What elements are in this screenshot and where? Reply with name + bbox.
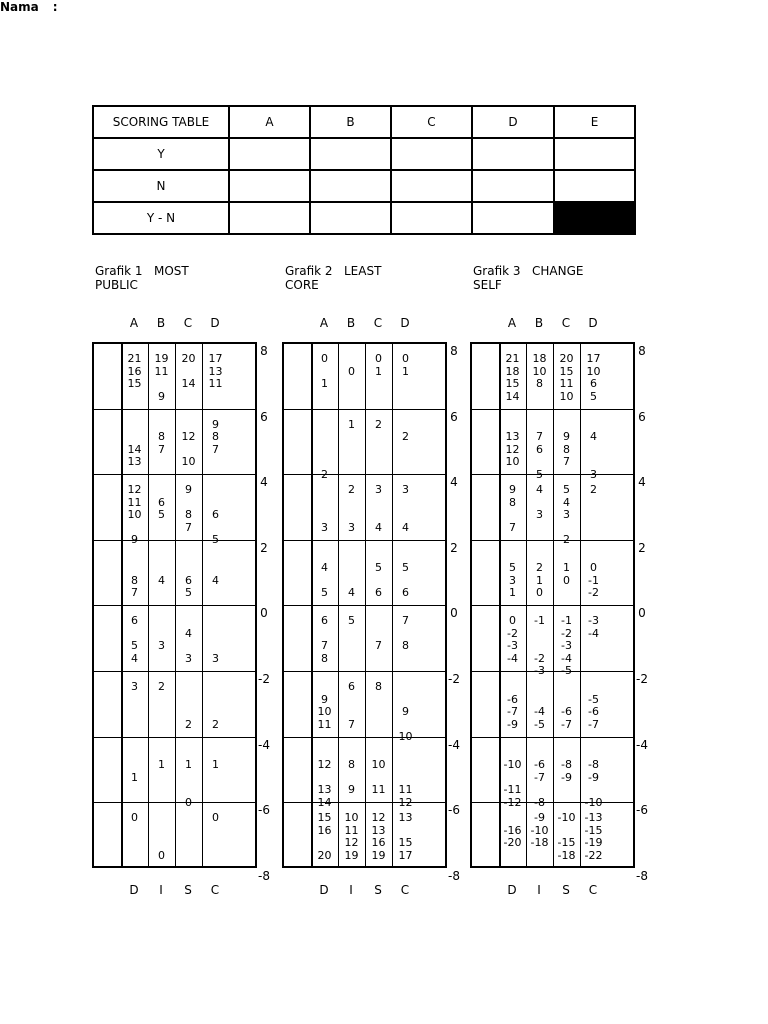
graph-scale-label: -6 bbox=[258, 803, 270, 818]
scoring-header-row bbox=[93, 106, 635, 138]
graph-cell-values: 0 bbox=[158, 848, 165, 862]
graph-scale-label: 6 bbox=[450, 409, 458, 424]
graph-scale-label: -8 bbox=[448, 868, 460, 883]
graph-cell-values: 1 bbox=[212, 758, 219, 772]
graph-cell-values: -13 -15 -19 -22 bbox=[584, 811, 603, 862]
graph-column-header: D bbox=[400, 316, 410, 330]
grid-row-divider bbox=[284, 802, 445, 803]
graph-cell-values: 3 bbox=[321, 520, 328, 534]
graph-cell-values: 12 13 14 bbox=[317, 758, 332, 809]
graph-column-footer: S bbox=[562, 883, 570, 897]
graph-cell-values: -16 -20 bbox=[503, 823, 522, 850]
graph-scale-label: 6 bbox=[638, 409, 646, 424]
graph-cell-values: 11 12 bbox=[398, 783, 413, 809]
grid-row-divider bbox=[472, 737, 633, 738]
graph-scale-label: 0 bbox=[638, 606, 646, 621]
scoring-input-cell[interactable] bbox=[472, 138, 554, 170]
grid-row-divider bbox=[472, 409, 633, 410]
grid-row-divider bbox=[284, 671, 445, 672]
scoring-blacked-cell bbox=[554, 202, 635, 234]
graph-cell-values: 4 bbox=[212, 573, 219, 587]
grid-row-divider bbox=[94, 409, 255, 410]
graph-cell-values: 8 7 bbox=[158, 430, 165, 456]
graph-title: Grafik 3 CHANGE SELF bbox=[473, 264, 584, 292]
graph-cell-values: 6 5 4 bbox=[131, 614, 138, 665]
scoring-input-cell[interactable] bbox=[229, 170, 310, 202]
scoring-header-cell: SCORING TABLE bbox=[93, 106, 229, 138]
graph-cell-values: 9 10 bbox=[398, 705, 413, 743]
grid-row-divider bbox=[94, 737, 255, 738]
scoring-header-cell: A bbox=[229, 106, 310, 138]
scoring-row-n bbox=[93, 170, 635, 202]
graph-column-header: D bbox=[210, 316, 220, 330]
graph-scale-label: -6 bbox=[636, 803, 648, 818]
graph-column-footer: C bbox=[588, 883, 598, 897]
graph-cell-values: 3 bbox=[131, 680, 138, 693]
graph-cell-values: 21 18 15 14 bbox=[505, 352, 520, 403]
graph-cell-values: 0 1 bbox=[321, 352, 328, 390]
graph-cell-values: 6 5 bbox=[185, 573, 192, 600]
graph-cell-values: -1 -2 -3 -4 -5 bbox=[561, 614, 572, 678]
graph-cell-values: 5 4 3 2 bbox=[563, 483, 570, 547]
graph-column-header: B bbox=[534, 316, 544, 330]
graph-cell-values: 8 7 bbox=[131, 573, 138, 600]
graph-column-footer: D bbox=[319, 883, 329, 897]
graph-cell-values: 5 bbox=[348, 614, 355, 628]
scoring-input-cell[interactable] bbox=[310, 170, 391, 202]
scoring-input-cell[interactable] bbox=[310, 138, 391, 170]
graph-cell-values: 7 bbox=[375, 639, 382, 653]
graph-cell-values: 2 bbox=[185, 717, 192, 731]
graph-column-footer: D bbox=[129, 883, 139, 897]
graph-scale-label: -4 bbox=[448, 737, 460, 752]
graph-column-footer: C bbox=[400, 883, 410, 897]
graph-cell-values: 0 bbox=[212, 811, 219, 825]
graph-cell-values: 2 bbox=[321, 467, 328, 481]
grid-row-divider bbox=[284, 474, 445, 475]
graph-cell-values: 12 13 16 19 bbox=[371, 811, 386, 862]
graph-grid bbox=[92, 342, 257, 868]
graph-scale-label: 4 bbox=[450, 475, 458, 490]
graph-column-header: B bbox=[346, 316, 356, 330]
graph-cell-values: 6 5 bbox=[212, 508, 219, 547]
scoring-row-label: Y bbox=[93, 138, 229, 170]
graph-cell-values: -8 -9 bbox=[561, 758, 572, 784]
graph-cell-values: -1 -2 -3 bbox=[534, 614, 545, 678]
grid-row-divider bbox=[94, 605, 255, 606]
graph-cell-values: 2 bbox=[212, 717, 219, 731]
graph-cell-values: 1 0 bbox=[185, 758, 192, 809]
graph-cell-values: 9 8 7 bbox=[509, 483, 516, 534]
graph-cell-values: 10 11 12 19 bbox=[344, 811, 359, 862]
graph-cell-values: 0 bbox=[131, 811, 138, 825]
graph-column-header: C bbox=[373, 316, 383, 330]
graph-cell-values: 9 10 11 bbox=[317, 692, 332, 731]
graph-cell-values: 3 4 bbox=[375, 483, 382, 534]
graph-cell-values: -5 -6 -7 bbox=[588, 692, 599, 731]
graph-scale-label: -8 bbox=[636, 868, 648, 883]
graph-cell-values: 6 7 bbox=[348, 680, 355, 731]
graph-cell-values: 12 11 10 9 bbox=[127, 483, 142, 547]
scoring-input-cell[interactable] bbox=[391, 202, 472, 234]
graph-cell-values: 4 bbox=[158, 573, 165, 587]
scoring-row-y bbox=[93, 138, 635, 170]
scoring-table bbox=[92, 105, 636, 235]
graph-cell-values: 4 3 bbox=[536, 483, 543, 522]
scoring-input-cell[interactable] bbox=[472, 170, 554, 202]
graph-scale-label: 8 bbox=[450, 344, 458, 358]
graph-column-header: A bbox=[319, 316, 329, 330]
graph-scale-label: 8 bbox=[260, 344, 268, 358]
scoring-row-label: N bbox=[93, 170, 229, 202]
graph-cell-values: 3 bbox=[158, 639, 165, 653]
scoring-header-cell: D bbox=[472, 106, 554, 138]
graph-scale-label: -2 bbox=[448, 672, 460, 686]
grid-row-divider bbox=[94, 671, 255, 672]
graph-cell-values: 20 14 bbox=[181, 352, 196, 390]
graph-scale-label: -6 bbox=[448, 803, 460, 818]
graph-cell-values: -4 -5 bbox=[534, 705, 545, 731]
graph-column-header: C bbox=[561, 316, 571, 330]
graph-scale-label: 6 bbox=[260, 409, 268, 424]
graph-column-footer: S bbox=[374, 883, 382, 897]
graph-cell-values: 8 bbox=[375, 680, 382, 693]
graph-cell-values: 20 15 11 10 bbox=[559, 352, 574, 403]
grid-row-divider bbox=[94, 474, 255, 475]
scoring-input-cell[interactable] bbox=[554, 170, 635, 202]
graph-cell-values: -10 -15 -18 bbox=[557, 811, 576, 862]
graph-grid bbox=[470, 342, 635, 868]
graph-cell-values: 4 5 bbox=[321, 561, 328, 600]
graph-cell-values: 2 bbox=[590, 483, 597, 497]
graph-cell-values: 9 8 7 bbox=[563, 430, 570, 469]
graph-cell-values: 7 6 5 bbox=[536, 430, 543, 481]
graph-cell-values: -10 -11 -12 bbox=[503, 758, 522, 809]
scoring-header-cell: C bbox=[391, 106, 472, 138]
graph-scale-label: -4 bbox=[258, 737, 270, 752]
graph-column-footer: I bbox=[159, 883, 163, 897]
graph-cell-values: 0 1 bbox=[375, 352, 382, 378]
graph-cell-values: 1 0 bbox=[563, 561, 570, 587]
grid-row-divider bbox=[284, 737, 445, 738]
graph-cell-values: 13 12 10 bbox=[505, 430, 520, 469]
graph-cell-values: 13 15 17 bbox=[398, 811, 413, 862]
graph-cell-values: 2 3 bbox=[348, 483, 355, 534]
scoring-input-cell[interactable] bbox=[310, 202, 391, 234]
graph-cell-values: 2 bbox=[158, 680, 165, 693]
graph-cell-values: 8 9 bbox=[348, 758, 355, 797]
graph-cell-values: 2 1 0 bbox=[536, 561, 543, 600]
graph-title: Grafik 1 MOST PUBLIC bbox=[95, 264, 189, 292]
graph-cell-values: 1 bbox=[131, 770, 138, 784]
graph-scale-label: 2 bbox=[260, 540, 268, 555]
graph-cell-values: -6 -7 bbox=[561, 705, 572, 731]
graph-cell-values: 9 8 7 bbox=[185, 483, 192, 534]
graph-cell-values: 3 bbox=[212, 651, 219, 665]
graph-grid bbox=[282, 342, 447, 868]
graph-cell-values: 0 1 bbox=[402, 352, 409, 378]
graph-title: Grafik 2 LEAST CORE bbox=[285, 264, 382, 292]
graph-column-footer: C bbox=[210, 883, 220, 897]
graph-cell-values: 6 5 bbox=[158, 495, 165, 522]
name-colon: : bbox=[52, 0, 58, 14]
graph-scale-label: 0 bbox=[450, 606, 458, 621]
graph-cell-values: 0 bbox=[348, 364, 355, 378]
grid-row-divider bbox=[284, 540, 445, 541]
graph-cell-values: 12 10 bbox=[181, 430, 196, 469]
graph-scale-label: 8 bbox=[638, 344, 646, 358]
grid-row-divider bbox=[284, 409, 445, 410]
graph-cell-values: 4 bbox=[348, 586, 355, 600]
scoring-input-cell[interactable] bbox=[391, 170, 472, 202]
graph-cell-values: 1 bbox=[158, 758, 165, 772]
grid-row-divider bbox=[284, 605, 445, 606]
graph-cell-values: 17 10 6 5 bbox=[586, 352, 601, 403]
scoring-row-label: Y - N bbox=[93, 202, 229, 234]
graph-cell-values: 0 -1 -2 bbox=[588, 561, 599, 600]
graph-column-header: B bbox=[156, 316, 166, 330]
graph-cell-values: -8 -9 -10 bbox=[584, 758, 603, 809]
graph-cell-values: 2 bbox=[375, 417, 382, 431]
graph-scale-label: -4 bbox=[636, 737, 648, 752]
graph-cell-values: -9 -10 -18 bbox=[530, 811, 549, 850]
graph-column-header: C bbox=[183, 316, 193, 330]
graph-scale-label: 2 bbox=[450, 540, 458, 555]
graph-cell-values: 17 13 11 bbox=[208, 352, 223, 390]
scoring-input-cell[interactable] bbox=[229, 202, 310, 234]
graph-column-footer: I bbox=[349, 883, 353, 897]
graph-cell-values: -3 -4 bbox=[588, 614, 599, 640]
graph-column-header: D bbox=[588, 316, 598, 330]
grid-row-divider bbox=[94, 540, 255, 541]
graph-scale-label: 0 bbox=[260, 606, 268, 621]
graph-column-footer: S bbox=[184, 883, 192, 897]
scoring-input-cell[interactable] bbox=[472, 202, 554, 234]
scoring-row-y-minus-n bbox=[93, 202, 635, 234]
graph-cell-values: 1 bbox=[348, 417, 355, 431]
graph-scale-label: 4 bbox=[260, 475, 268, 490]
graph-cell-values: -6 -7 -8 bbox=[534, 758, 545, 809]
graph-scale-label: -8 bbox=[258, 868, 270, 883]
graph-scale-label: 2 bbox=[638, 540, 646, 555]
graph-column-footer: D bbox=[507, 883, 517, 897]
graph-cell-values: -6 -7 -9 bbox=[507, 692, 518, 731]
graph-cell-values: 19 11 9 bbox=[154, 352, 169, 403]
grid-row-divider bbox=[472, 605, 633, 606]
graph-cell-values: 21 16 15 bbox=[127, 352, 142, 390]
graph-cell-values: 4 3 bbox=[185, 626, 192, 665]
graph-cell-values: 7 8 bbox=[402, 614, 409, 653]
graph-column-header: A bbox=[507, 316, 517, 330]
graph-cell-values: 4 3 bbox=[590, 430, 597, 481]
name-label: Nama bbox=[0, 0, 39, 14]
graph-scale-label: -2 bbox=[258, 672, 270, 686]
graph-cell-values: 9 8 7 bbox=[212, 417, 219, 456]
graph-cell-values: 0 -2 -3 -4 bbox=[507, 614, 518, 665]
graph-cell-values: 2 bbox=[402, 430, 409, 444]
graph-cell-values: 3 4 bbox=[402, 483, 409, 534]
graph-scale-label: -2 bbox=[636, 672, 648, 686]
scoring-input-cell[interactable] bbox=[229, 138, 310, 170]
graph-cell-values: 5 6 bbox=[375, 561, 382, 600]
graph-cell-values: 10 11 bbox=[371, 758, 386, 797]
name-field bbox=[0, 0, 768, 14]
graph-cell-values: 18 10 8 bbox=[532, 352, 547, 390]
graph-cell-values: 14 13 bbox=[127, 442, 142, 469]
scoring-header-cell: B bbox=[310, 106, 391, 138]
scoring-input-cell[interactable] bbox=[391, 138, 472, 170]
graph-cell-values: 5 3 1 bbox=[509, 561, 516, 600]
scoring-input-cell[interactable] bbox=[554, 138, 635, 170]
graph-column-header: A bbox=[129, 316, 139, 330]
scoring-header-cell: E bbox=[554, 106, 635, 138]
graph-column-footer: I bbox=[537, 883, 541, 897]
graph-scale-label: 4 bbox=[638, 475, 646, 490]
graph-cell-values: 15 16 20 bbox=[317, 811, 332, 862]
graph-cell-values: 5 6 bbox=[402, 561, 409, 600]
graph-cell-values: 6 7 8 bbox=[321, 614, 328, 665]
